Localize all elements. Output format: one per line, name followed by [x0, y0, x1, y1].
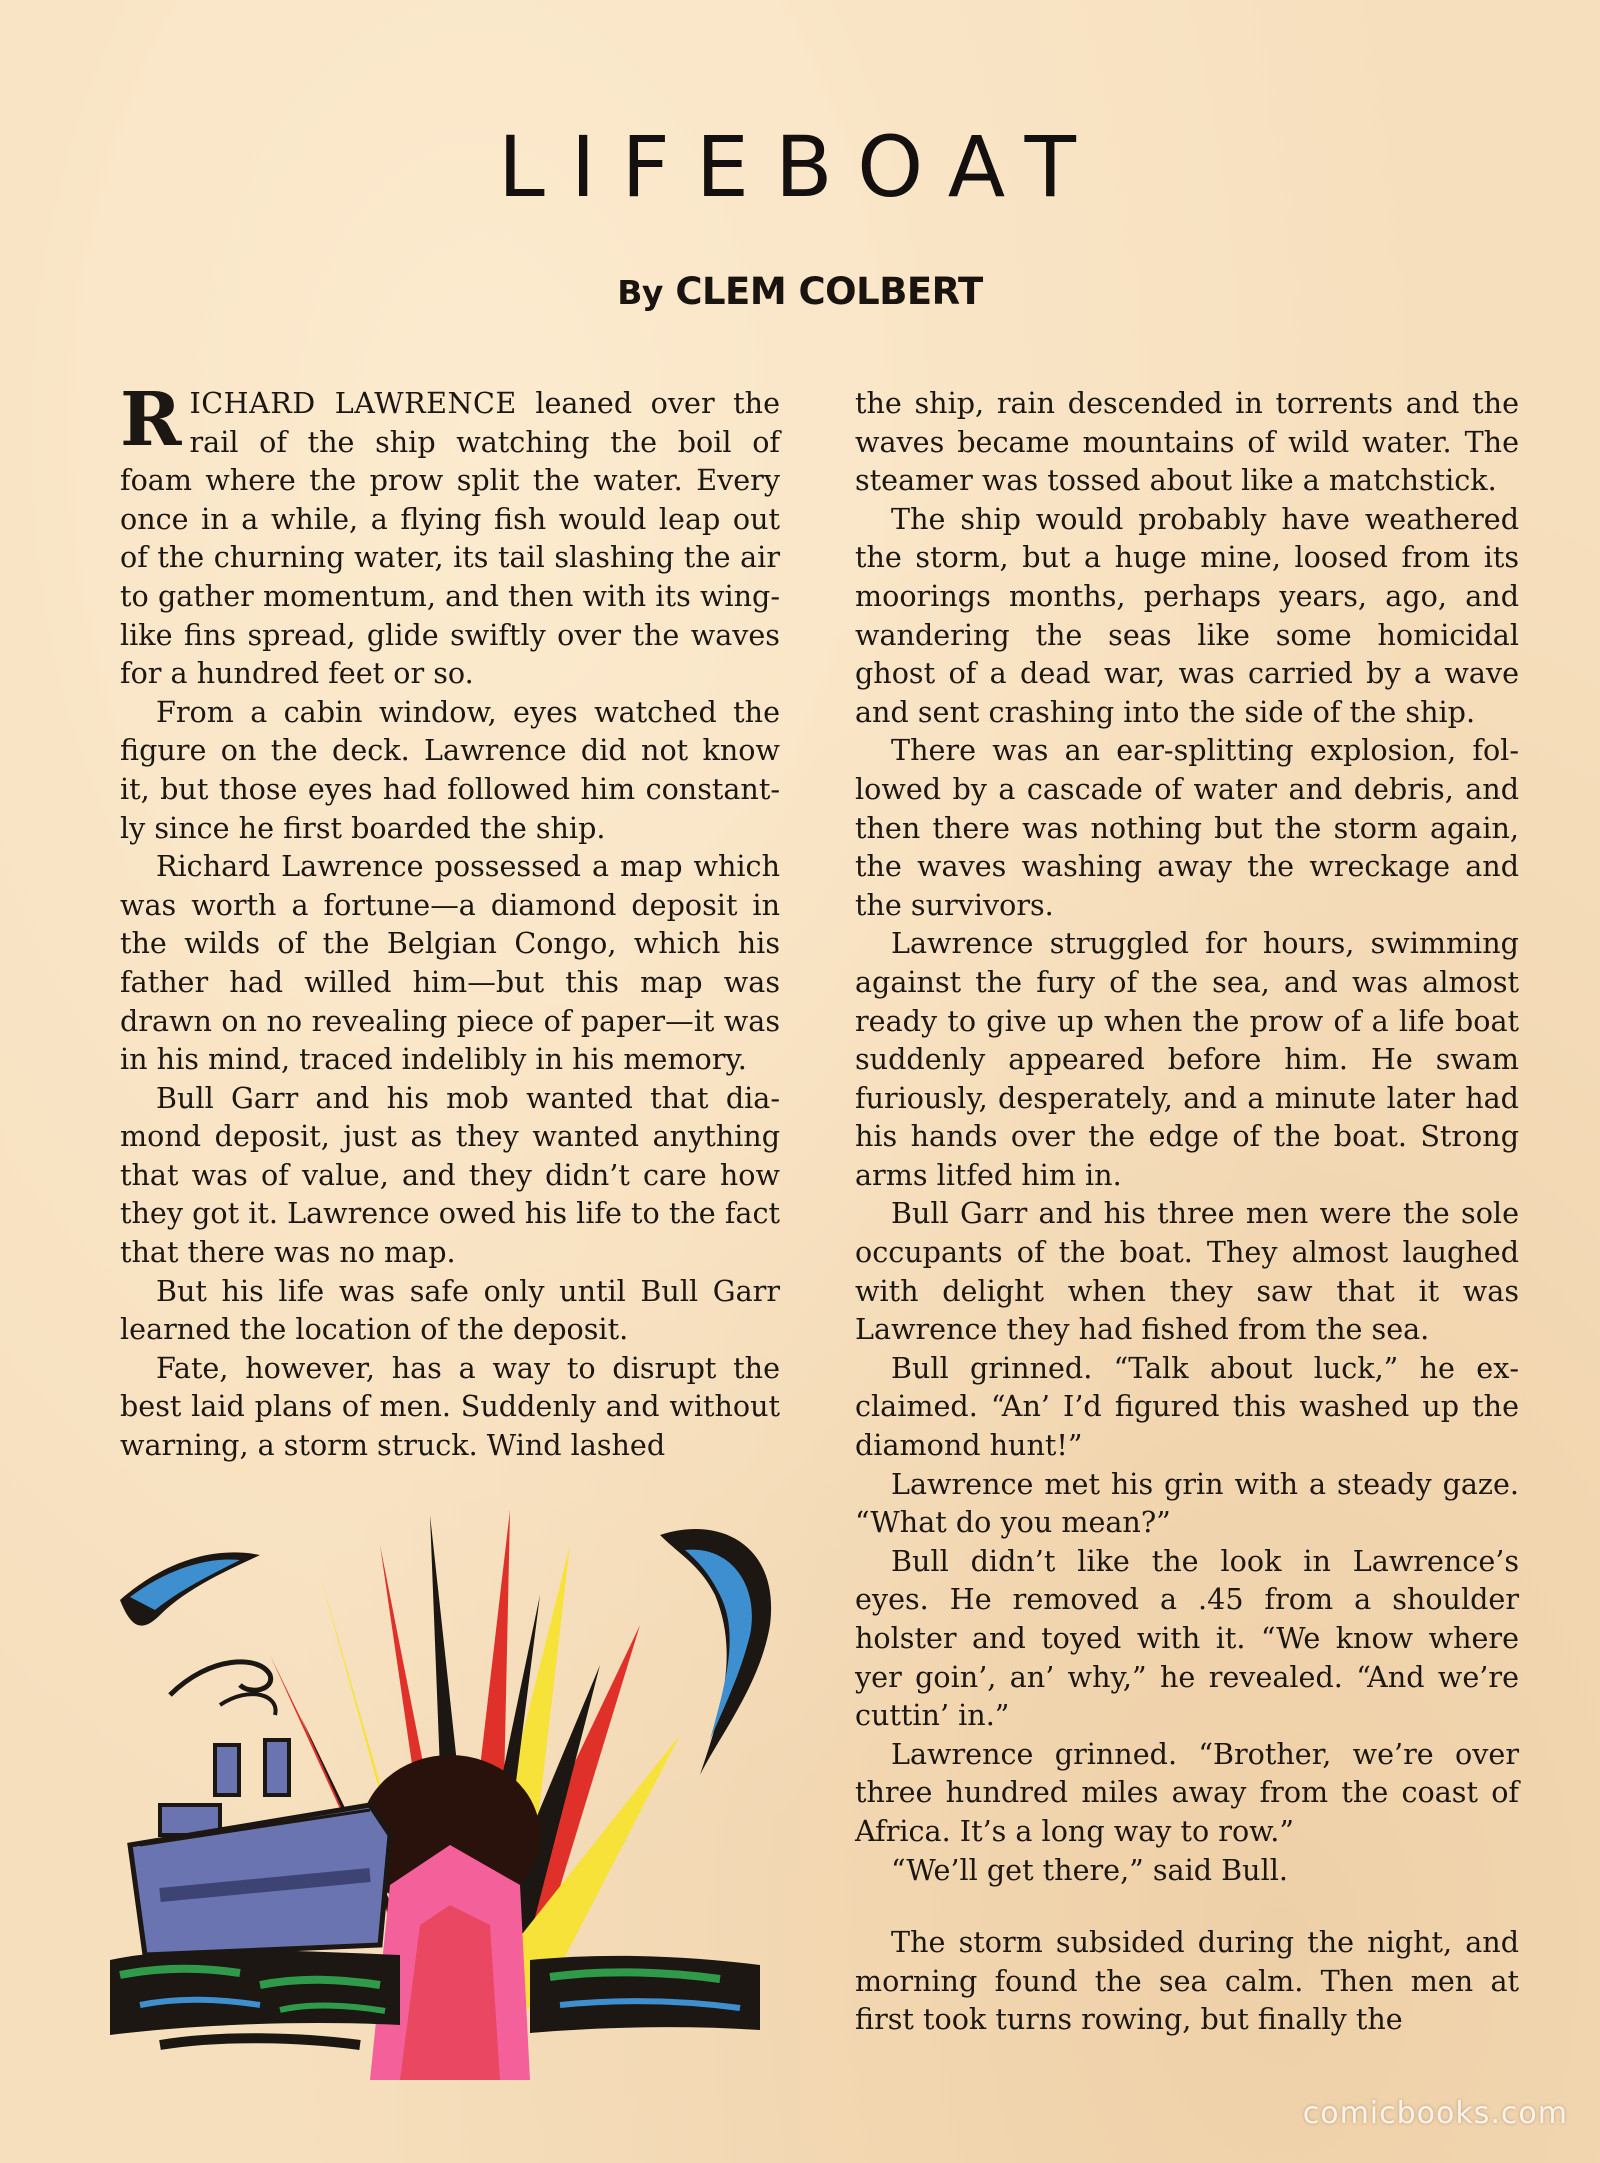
storm-wave-left [120, 1552, 260, 1625]
paragraph: Bull Garr and his three men were the sole occupants of the boat. They almost laughed with delight when they saw that it was Lawrence they had fished from the sea. [855, 1196, 1519, 1347]
steamship [130, 1740, 390, 1955]
paragraph: From a cabin window, eyes watched the figure on the deck. Lawrence did not know it, but those eyes had followed him constantly since he first boarded the ship. [120, 694, 780, 845]
smoke-wisp [170, 1662, 271, 1695]
paragraph: But his life was safe only until Bull Garr learned the location of the deposit. [120, 1273, 780, 1347]
story-title: LIFEBOAT [497, 118, 1102, 216]
byline [0, 270, 1600, 313]
paragraph: the ship, rain descended in torrents and the waves became mountains of wild water. The steamer was tossed about like a matchstick. [855, 386, 1519, 498]
paragraph: Bull Garr and his mob wanted that diamond deposit, just as they wanted anything that was of value, and they didn’t care how they got it. Lawrence owed his life to the fact that there was no map. [120, 1080, 780, 1270]
section-gap [855, 1889, 1519, 1923]
paragraph [120, 377, 781, 693]
byline-author: CLEM COLBERT [675, 270, 983, 313]
paragraph: The storm subsided during the night, and morning found the sea calm. Then men at first took turns rowing, but finally the [855, 1925, 1519, 2037]
paragraph: “We’ll get there,” said Bull. [891, 1852, 1288, 1887]
paragraph: Richard Lawrence possessed a map which was worth a fortune—a diamond deposit in the wilds of the Belgian Congo, which his father had willed him—but this map was drawn on no revealing piece of paper—it was in his mind, traced indelibly in his memory. [120, 849, 780, 1077]
right-column [855, 384, 1519, 2039]
paragraph: There was an ear-splitting explosion, followed by a cascade of water and debris, and then there was nothing but the storm again, the waves washing away the wreckage and the survivors. [855, 733, 1519, 922]
drop-cap: R [120, 377, 182, 463]
left-column [120, 377, 781, 1465]
paragraph: Bull didn’t like the look in Lawrence’s eyes. He removed a .45 from a shoulder holster and toyed with it. “We know where yer goin’, an’ why,” he revealed. “And we’re cuttin’ in.” [855, 1543, 1519, 1733]
paragraph: Lawrence grinned. “Brother, we’re over three hundred miles away from the coast of Africa. It’s a long way to row.” [855, 1736, 1519, 1848]
ship-explosion-illustration [100, 1505, 800, 2080]
paragraph: The ship would probably have weathered the storm, but a huge mine, loosed from its moorings months, perhaps years, ago, and wandering the seas like some homicidal ghost of a dead war, was carried by a wave and sent crashing into the side of the ship. [855, 501, 1519, 729]
paragraph: Lawrence struggled for hours, swimming against the fury of the sea, and was almost ready to give up when the prow of a life boat suddenly appeared before him. He swam furiously, desperately, and a minute later had his hands over the edge of the boat. Strong arms litfed him in. [855, 926, 1519, 1192]
smoke-wisp [220, 1694, 276, 1715]
paragraph: Bull grinned. “Talk about luck,” he exclaimed. “An’ I’d figured this washed up the diamond hunt!” [855, 1350, 1519, 1463]
paragraph: Lawrence met his grin with a steady gaze. “What do you mean?” [855, 1466, 1519, 1540]
paragraph: Fate, however, has a way to disrupt the best laid plans of men. Suddenly and without warning, a storm struck. Wind lashed [120, 1350, 780, 1463]
watermark: comicbooks.com [1302, 2096, 1568, 2131]
storm-wave-right-blue [685, 1550, 752, 1740]
paragraph-text: leaned over the rail of the ship watching the boil of foam where the prow split the water. Every once in a while, a flying fish would leap out of the churning water, its tail slashing the air to gather momentum, and then with its wing-like fins spread, glide swiftly over the waves for a hundred feet or so. [120, 386, 781, 691]
lead-caps: ICHARD LAWRENCE [189, 386, 517, 420]
byline-by: By [617, 273, 663, 312]
